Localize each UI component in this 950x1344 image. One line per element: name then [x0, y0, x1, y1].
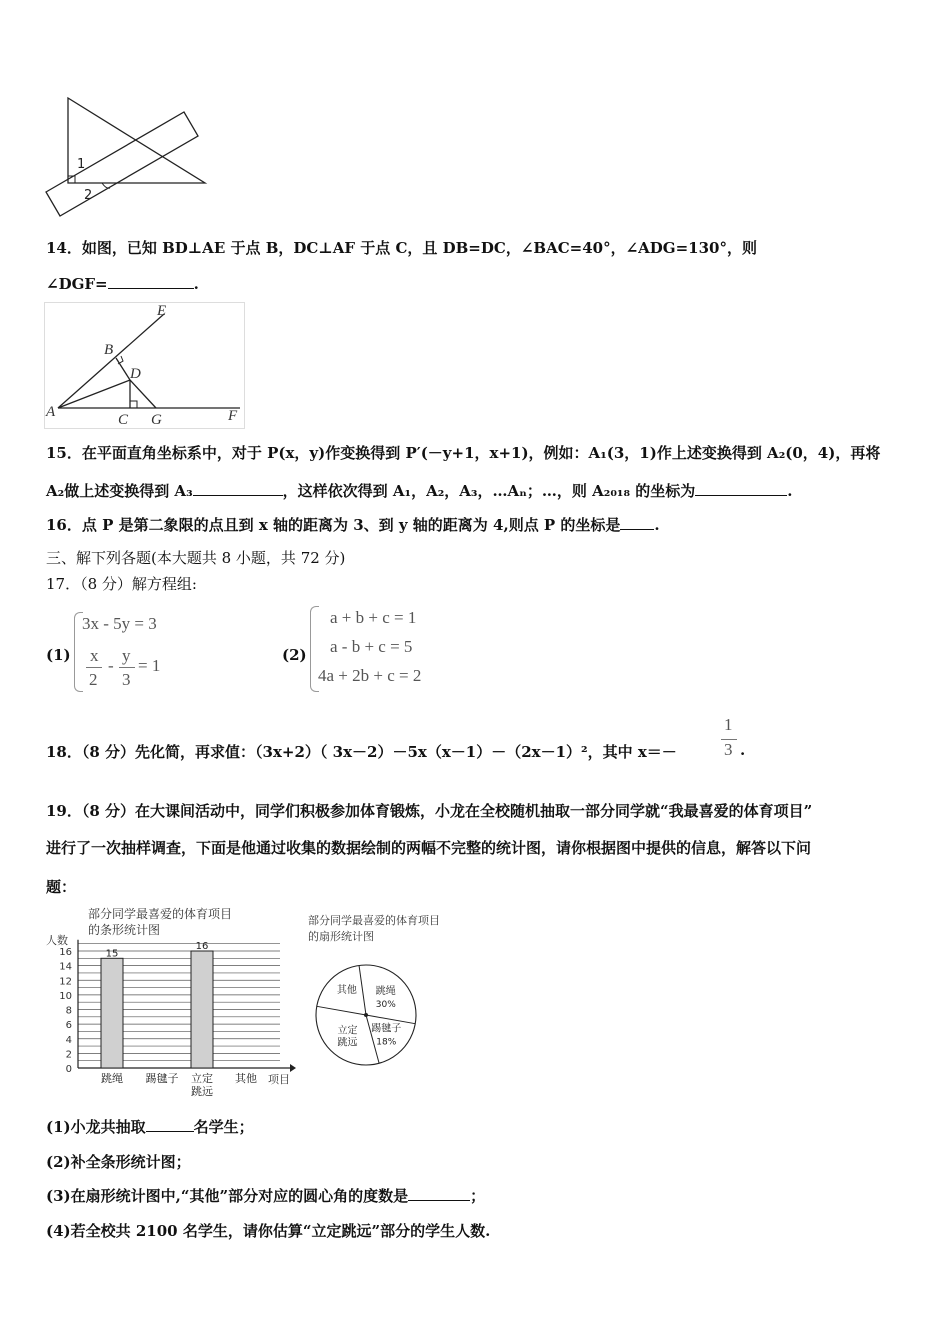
bar-0 — [101, 958, 123, 1068]
q15-text: 在平面直角坐标系中，对于 P(x，y)作变换得到 P′(－y+1，x+1)，例如：A₁(3，1)作上述变换得到 A₂(0，4)，再将 — [81, 444, 881, 462]
section-3-heading: 三、解下列各题(本大题共 8 小题，共 72 分) — [46, 549, 346, 567]
pie-slice-label: 立定 — [337, 1025, 358, 1037]
q18-fraction — [720, 715, 740, 763]
q15-blank-a3[interactable] — [193, 481, 283, 496]
bar-category-label: 其他 — [235, 1072, 257, 1085]
q19-line3: 题： — [46, 878, 77, 896]
q19-sub1 — [46, 1116, 254, 1137]
q19-sub3 — [46, 1185, 485, 1206]
pie-slice-label: 跳绳 — [375, 985, 396, 997]
point-label-F: F — [228, 408, 238, 424]
q17-p1-d2: 3 — [122, 670, 131, 689]
pie-slice-percent: 30% — [375, 999, 396, 1010]
pie-slice-percent: 18% — [376, 1037, 397, 1048]
q18-frac-den: 3 — [724, 740, 733, 759]
triangle-shape — [68, 98, 205, 183]
q17-text: （8 分）解方程组: — [80, 575, 197, 593]
q19-sub3-suffix: ； — [470, 1187, 486, 1205]
bar-chart-x-labels — [101, 1071, 257, 1098]
q19-sub3-blank[interactable] — [408, 1186, 470, 1201]
q17-number: 17． — [46, 575, 81, 593]
q16-blank[interactable] — [620, 515, 654, 530]
bar-chart-y-ticks — [59, 947, 72, 1075]
bar-category-label: 跳远 — [191, 1085, 213, 1098]
pie-center — [364, 1013, 368, 1017]
q19-sub1-text: (1)小龙共抽取 — [46, 1118, 146, 1136]
q17-p1-d1: 2 — [89, 670, 98, 689]
q17-p1-rhs: = 1 — [138, 656, 161, 675]
bar-value-label: 15 — [105, 948, 119, 960]
angle-label-2: 2 — [84, 188, 93, 203]
q18-text: （8 分）先化简，再求值：（3x+2）（ 3x－2）－5x（x－1）－（2x－1）²，其中 x＝－ — [81, 743, 677, 761]
figure-13 — [40, 92, 220, 227]
q19-text1: （8 分）在大课间活动中，同学们积极参加体育锻炼，小龙在全校随机抽取一部分同学就“我最喜爱的体育项目” — [81, 802, 813, 820]
q17-p1-y: y — [122, 646, 131, 665]
point-label-C: C — [118, 412, 129, 428]
pie-chart — [306, 908, 466, 1068]
bar-chart-ylabel: 人数 — [46, 934, 68, 947]
q17-part2-label: (2) — [282, 646, 307, 664]
point-label-B: B — [104, 342, 114, 358]
bar-chart-y-tick-label: 14 — [59, 961, 72, 973]
bar-value-label: 16 — [195, 941, 209, 952]
q18-number: 18． — [46, 743, 82, 761]
bar-chart-title-line1: 部分同学最喜爱的体育项目 — [88, 907, 233, 921]
pie-slice-label: 其他 — [336, 985, 357, 997]
q17-p2-eq3: 4a + 2b + c = 2 — [318, 666, 422, 685]
angle-label-1: 1 — [77, 157, 86, 172]
bar-chart-y-tick-label: 16 — [59, 947, 72, 958]
q16-line — [46, 514, 660, 535]
bar-chart-y-tick-label: 0 — [65, 1064, 72, 1075]
q17-part1-label: (1) — [46, 646, 71, 664]
q19-sub2: (2)补全条形统计图； — [46, 1153, 191, 1171]
pie-slice-label: 踢毽子 — [371, 1023, 402, 1035]
q15-line2 — [46, 480, 793, 501]
q19-sub1-blank[interactable] — [146, 1117, 194, 1132]
pie-slice-label: 跳远 — [337, 1037, 358, 1049]
q14-line1 — [46, 237, 757, 258]
bar-category-label: 踢毽子 — [145, 1072, 179, 1085]
bar-category-label: 跳绳 — [101, 1072, 123, 1085]
pie-chart-title-line2: 的扇形统计图 — [308, 930, 374, 943]
bar-chart-y-tick-label: 4 — [65, 1034, 72, 1046]
q17-p1-eq1: 3x - 5y = 3 — [82, 614, 157, 633]
bar-2 — [191, 951, 213, 1068]
q16-number: 16． — [46, 516, 82, 534]
bar-chart-y-tick-label: 10 — [59, 990, 72, 1002]
pie-chart-marks — [316, 965, 416, 1065]
q15-blank-a2018[interactable] — [695, 481, 787, 496]
bar-chart-title-line2: 的条形统计图 — [88, 923, 161, 937]
point-label-G: G — [151, 412, 162, 428]
bar-chart-xlabel: 项目 — [268, 1073, 290, 1086]
q15-text-a: A₂做上述变换得到 A₃ — [46, 482, 193, 500]
bar-chart-y-tick-label: 8 — [65, 1005, 72, 1017]
bar-chart-y-tick-label: 12 — [59, 976, 72, 988]
bar-chart-marks — [101, 941, 213, 1068]
q18-suffix: . — [740, 741, 746, 759]
pie-chart-title-line1: 部分同学最喜爱的体育项目 — [308, 914, 440, 927]
point-label-D: D — [130, 366, 141, 382]
q14-text: 如图，已知 BD⊥AE 于点 B，DC⊥AF 于点 C，且 DB=DC，∠BAC=40°，∠ADG=130°，则 — [81, 239, 757, 257]
q17-p2-eq1: a + b + c = 1 — [330, 608, 417, 627]
q15-text-b: ，这样依次得到 A₁，A₂，A₃，…Aₙ；…，则 A₂₀₁₈ 的坐标为 — [282, 482, 696, 500]
q14-answer-prefix: ∠DGF= — [46, 275, 108, 293]
q15-line1 — [46, 442, 880, 463]
q15-number: 15． — [46, 444, 82, 462]
q17-header — [46, 573, 197, 594]
bar-category-label: 立定 — [191, 1072, 213, 1085]
q14-number: 14． — [46, 239, 82, 257]
q14-answer-suffix: . — [193, 275, 199, 293]
bar-chart-y-tick-label: 6 — [65, 1020, 72, 1032]
q14-answer-blank[interactable] — [108, 274, 194, 289]
bar-chart — [44, 902, 300, 1098]
q17-p1-eq2 — [86, 646, 196, 690]
q17-p1-minus: - — [108, 656, 114, 675]
q14-line2 — [46, 274, 199, 293]
q17-p2-eq2: a - b + c = 5 — [330, 637, 413, 656]
figure-14 — [44, 302, 246, 430]
q19-sub3-text: (3)在扇形统计图中,“其他”部分对应的圆心角的度数是 — [46, 1187, 409, 1205]
q19-line1 — [46, 800, 812, 821]
q16-suffix: . — [654, 516, 660, 534]
point-label-A: A — [46, 404, 56, 420]
q18-frac-num: 1 — [724, 715, 733, 734]
point-label-E: E — [157, 303, 167, 319]
q17-p1-x: x — [90, 646, 99, 665]
q19-number: 19． — [46, 802, 82, 820]
q19-sub4: (4)若全校共 2100 名学生，请你估算“立定跳远”部分的学生人数. — [46, 1222, 491, 1240]
q16-text: 点 P 是第二象限的点且到 x 轴的距离为 3、到 y 轴的距离为 4,则点 P 的坐标是 — [81, 516, 621, 534]
bar-chart-x-arrow — [290, 1064, 296, 1072]
q15-text-c: . — [787, 482, 793, 500]
q19-line2: 进行了一次抽样调查，下面是他通过收集的数据绘制的两幅不完整的统计图，请你根据图中提供的信息，解答以下问 — [46, 839, 812, 857]
bar-chart-y-tick-label: 2 — [65, 1049, 72, 1061]
q18-line — [46, 741, 677, 762]
q19-sub1-suffix: 名学生； — [193, 1118, 254, 1136]
